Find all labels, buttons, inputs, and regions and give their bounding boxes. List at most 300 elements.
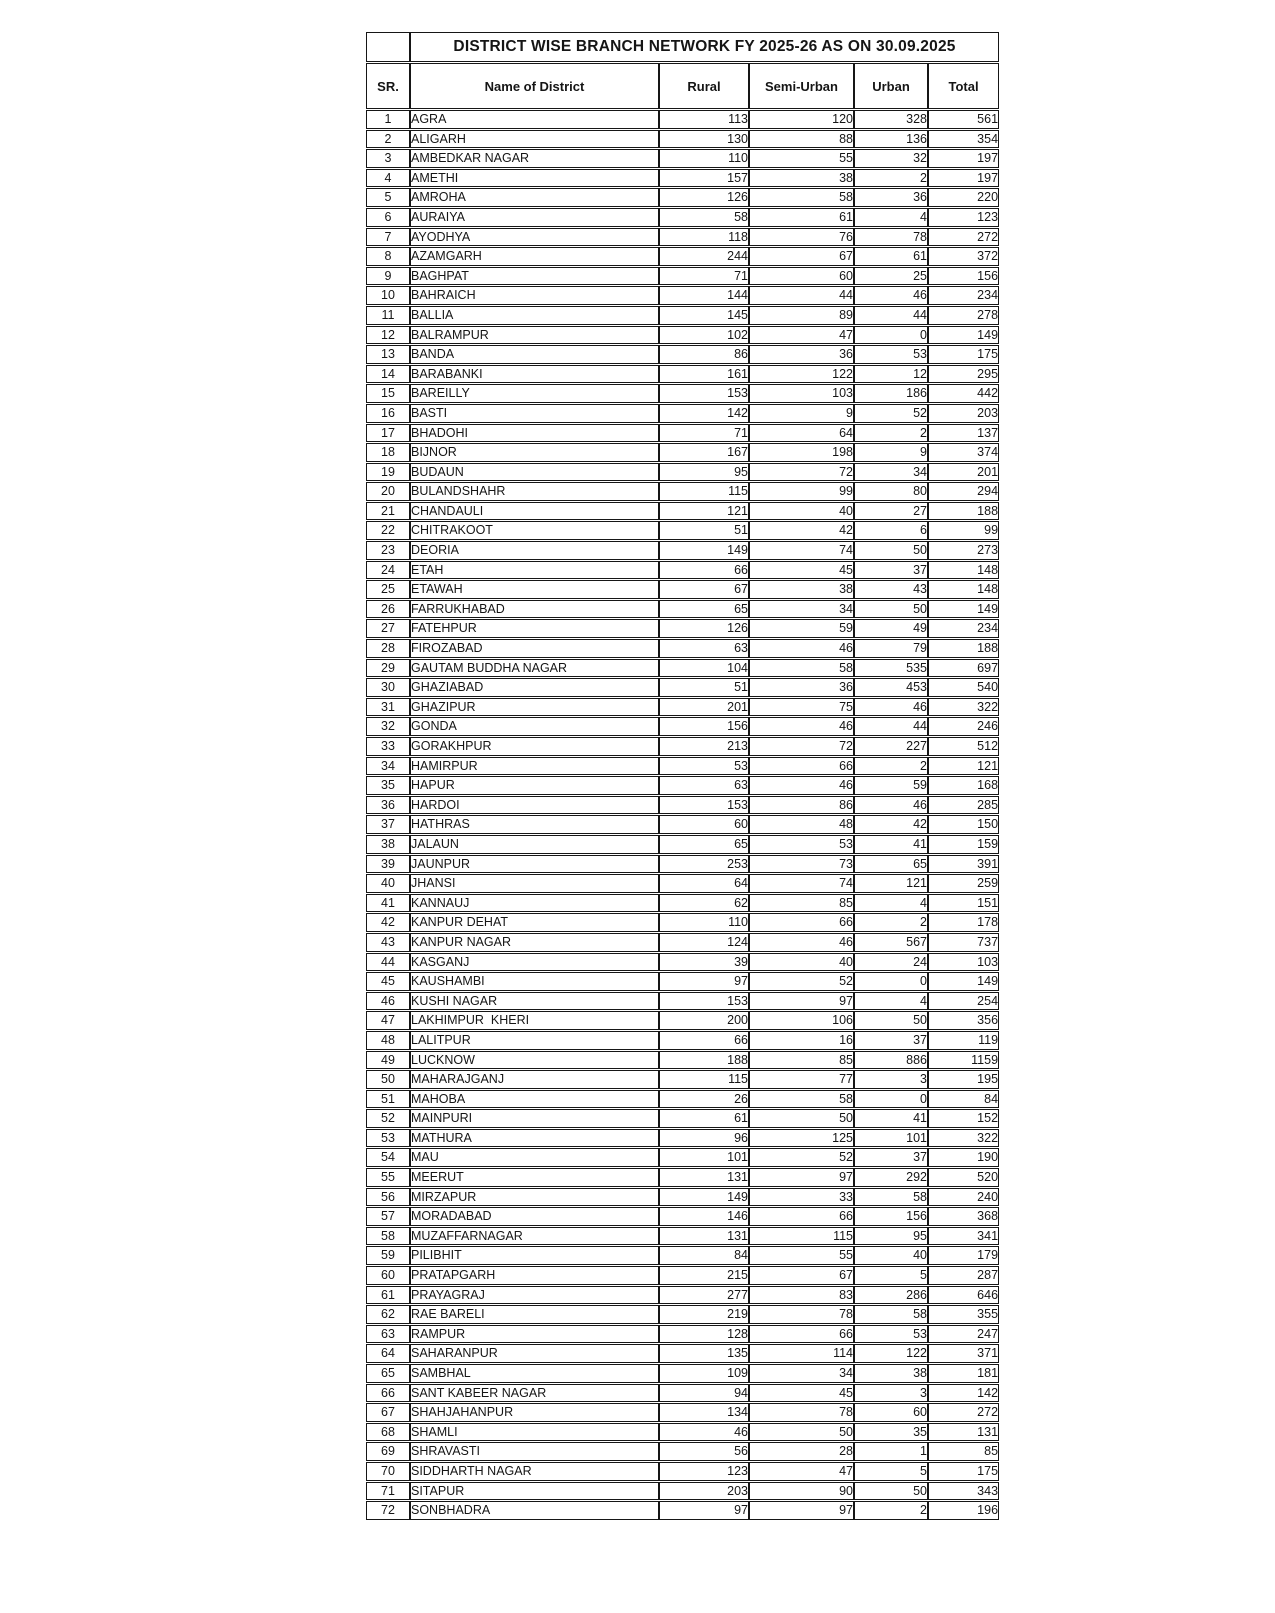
cell-rural: 145 — [659, 306, 749, 325]
table-row — [366, 326, 999, 345]
cell-urban: 53 — [854, 345, 928, 364]
cell-sr: 14 — [366, 365, 410, 384]
cell-urban: 27 — [854, 502, 928, 521]
cell-semi-urban: 34 — [749, 600, 854, 619]
cell-rural: 101 — [659, 1148, 749, 1167]
table-row — [366, 541, 999, 560]
table-row — [366, 1148, 999, 1167]
cell-district-name: BUDAUN — [410, 463, 659, 482]
cell-urban: 50 — [854, 541, 928, 560]
district-branch-table-container — [366, 31, 999, 1521]
header-row — [366, 63, 999, 109]
cell-sr: 36 — [366, 796, 410, 815]
cell-total: 188 — [928, 639, 999, 658]
cell-semi-urban: 50 — [749, 1423, 854, 1442]
cell-total: 179 — [928, 1246, 999, 1265]
cell-sr: 2 — [366, 130, 410, 149]
table-row — [366, 835, 999, 854]
cell-urban: 95 — [854, 1227, 928, 1246]
cell-district-name: AMBEDKAR NAGAR — [410, 149, 659, 168]
cell-rural: 201 — [659, 698, 749, 717]
table-row — [366, 717, 999, 736]
cell-district-name: KUSHI NAGAR — [410, 992, 659, 1011]
table-row — [366, 267, 999, 286]
cell-sr: 67 — [366, 1403, 410, 1422]
cell-rural: 219 — [659, 1305, 749, 1324]
cell-rural: 104 — [659, 659, 749, 678]
table-row — [366, 149, 999, 168]
cell-urban: 5 — [854, 1462, 928, 1481]
cell-sr: 38 — [366, 835, 410, 854]
table-row — [366, 1501, 999, 1520]
cell-total: 254 — [928, 992, 999, 1011]
cell-sr: 41 — [366, 894, 410, 913]
cell-urban: 32 — [854, 149, 928, 168]
cell-district-name: MEERUT — [410, 1168, 659, 1187]
cell-semi-urban: 45 — [749, 1384, 854, 1403]
cell-urban: 5 — [854, 1266, 928, 1285]
cell-rural: 144 — [659, 286, 749, 305]
cell-semi-urban: 47 — [749, 1462, 854, 1481]
cell-urban: 9 — [854, 443, 928, 462]
cell-rural: 128 — [659, 1325, 749, 1344]
cell-rural: 142 — [659, 404, 749, 423]
cell-urban: 65 — [854, 855, 928, 874]
cell-urban: 50 — [854, 1482, 928, 1501]
cell-total: 737 — [928, 933, 999, 952]
cell-total: 322 — [928, 698, 999, 717]
cell-total: 287 — [928, 1266, 999, 1285]
cell-rural: 71 — [659, 424, 749, 443]
cell-district-name: MIRZAPUR — [410, 1188, 659, 1207]
cell-semi-urban: 40 — [749, 953, 854, 972]
cell-rural: 215 — [659, 1266, 749, 1285]
cell-sr: 7 — [366, 228, 410, 247]
cell-rural: 95 — [659, 463, 749, 482]
cell-rural: 64 — [659, 874, 749, 893]
cell-district-name: KAUSHAMBI — [410, 972, 659, 991]
cell-sr: 69 — [366, 1442, 410, 1461]
cell-total: 561 — [928, 110, 999, 129]
cell-sr: 72 — [366, 1501, 410, 1520]
cell-semi-urban: 89 — [749, 306, 854, 325]
cell-urban: 36 — [854, 188, 928, 207]
cell-semi-urban: 47 — [749, 326, 854, 345]
table-row — [366, 169, 999, 188]
cell-rural: 153 — [659, 992, 749, 1011]
table-row — [366, 1051, 999, 1070]
cell-sr: 64 — [366, 1344, 410, 1363]
cell-sr: 44 — [366, 953, 410, 972]
cell-total: 272 — [928, 1403, 999, 1422]
cell-urban: 886 — [854, 1051, 928, 1070]
cell-total: 372 — [928, 247, 999, 266]
table-row — [366, 600, 999, 619]
cell-sr: 48 — [366, 1031, 410, 1050]
cell-sr: 10 — [366, 286, 410, 305]
cell-sr: 32 — [366, 717, 410, 736]
cell-district-name: AURAIYA — [410, 208, 659, 227]
cell-total: 150 — [928, 815, 999, 834]
cell-urban: 292 — [854, 1168, 928, 1187]
cell-total: 371 — [928, 1344, 999, 1363]
cell-sr: 53 — [366, 1129, 410, 1148]
cell-semi-urban: 72 — [749, 463, 854, 482]
cell-sr: 58 — [366, 1227, 410, 1246]
cell-urban: 2 — [854, 913, 928, 932]
table-row — [366, 796, 999, 815]
cell-total: 197 — [928, 149, 999, 168]
column-header-urban: Urban — [854, 63, 928, 109]
cell-total: 285 — [928, 796, 999, 815]
cell-total: 234 — [928, 619, 999, 638]
cell-total: 220 — [928, 188, 999, 207]
cell-district-name: GORAKHPUR — [410, 737, 659, 756]
cell-rural: 200 — [659, 1011, 749, 1030]
cell-urban: 44 — [854, 306, 928, 325]
table-row — [366, 1227, 999, 1246]
cell-total: 156 — [928, 267, 999, 286]
cell-semi-urban: 36 — [749, 345, 854, 364]
cell-rural: 153 — [659, 796, 749, 815]
cell-rural: 65 — [659, 600, 749, 619]
cell-urban: 4 — [854, 992, 928, 1011]
cell-sr: 8 — [366, 247, 410, 266]
table-row — [366, 1423, 999, 1442]
cell-rural: 115 — [659, 1070, 749, 1089]
cell-total: 273 — [928, 541, 999, 560]
cell-sr: 20 — [366, 482, 410, 501]
cell-district-name: AMROHA — [410, 188, 659, 207]
table-row — [366, 502, 999, 521]
table-row — [366, 619, 999, 638]
cell-urban: 59 — [854, 776, 928, 795]
cell-district-name: BAGHPAT — [410, 267, 659, 286]
cell-district-name: FIROZABAD — [410, 639, 659, 658]
table-row — [366, 1011, 999, 1030]
table-row — [366, 1266, 999, 1285]
cell-sr: 1 — [366, 110, 410, 129]
cell-sr: 65 — [366, 1364, 410, 1383]
cell-semi-urban: 97 — [749, 1501, 854, 1520]
cell-sr: 70 — [366, 1462, 410, 1481]
cell-rural: 51 — [659, 521, 749, 540]
cell-total: 259 — [928, 874, 999, 893]
cell-sr: 66 — [366, 1384, 410, 1403]
cell-rural: 149 — [659, 1188, 749, 1207]
cell-semi-urban: 90 — [749, 1482, 854, 1501]
cell-total: 520 — [928, 1168, 999, 1187]
cell-total: 190 — [928, 1148, 999, 1167]
cell-semi-urban: 48 — [749, 815, 854, 834]
cell-semi-urban: 67 — [749, 247, 854, 266]
cell-sr: 9 — [366, 267, 410, 286]
cell-district-name: ALIGARH — [410, 130, 659, 149]
cell-semi-urban: 59 — [749, 619, 854, 638]
cell-rural: 149 — [659, 541, 749, 560]
district-branch-table — [366, 31, 999, 1521]
cell-total: 188 — [928, 502, 999, 521]
cell-semi-urban: 78 — [749, 1403, 854, 1422]
cell-sr: 37 — [366, 815, 410, 834]
cell-total: 142 — [928, 1384, 999, 1403]
cell-sr: 40 — [366, 874, 410, 893]
cell-district-name: KANPUR NAGAR — [410, 933, 659, 952]
cell-rural: 110 — [659, 913, 749, 932]
cell-total: 137 — [928, 424, 999, 443]
column-header-sr: SR. — [366, 63, 410, 109]
cell-semi-urban: 97 — [749, 1168, 854, 1187]
cell-total: 294 — [928, 482, 999, 501]
cell-total: 295 — [928, 365, 999, 384]
cell-rural: 113 — [659, 110, 749, 129]
table-row — [366, 1129, 999, 1148]
cell-urban: 78 — [854, 228, 928, 247]
cell-total: 123 — [928, 208, 999, 227]
cell-total: 149 — [928, 326, 999, 345]
cell-district-name: MUZAFFARNAGAR — [410, 1227, 659, 1246]
table-row — [366, 404, 999, 423]
table-row — [366, 482, 999, 501]
cell-semi-urban: 50 — [749, 1109, 854, 1128]
cell-semi-urban: 55 — [749, 149, 854, 168]
cell-sr: 45 — [366, 972, 410, 991]
cell-district-name: SAHARANPUR — [410, 1344, 659, 1363]
cell-total: 272 — [928, 228, 999, 247]
cell-semi-urban: 42 — [749, 521, 854, 540]
cell-total: 343 — [928, 1482, 999, 1501]
cell-rural: 118 — [659, 228, 749, 247]
cell-urban: 1 — [854, 1442, 928, 1461]
cell-rural: 244 — [659, 247, 749, 266]
cell-urban: 35 — [854, 1423, 928, 1442]
cell-urban: 453 — [854, 678, 928, 697]
cell-district-name: FATEHPUR — [410, 619, 659, 638]
corner-cell — [366, 32, 410, 62]
cell-rural: 102 — [659, 326, 749, 345]
cell-urban: 37 — [854, 561, 928, 580]
cell-district-name: SHAMLI — [410, 1423, 659, 1442]
cell-urban: 52 — [854, 404, 928, 423]
cell-sr: 56 — [366, 1188, 410, 1207]
cell-sr: 47 — [366, 1011, 410, 1030]
cell-total: 197 — [928, 169, 999, 188]
cell-urban: 60 — [854, 1403, 928, 1422]
cell-sr: 24 — [366, 561, 410, 580]
cell-sr: 50 — [366, 1070, 410, 1089]
cell-sr: 42 — [366, 913, 410, 932]
cell-sr: 22 — [366, 521, 410, 540]
table-row — [366, 1188, 999, 1207]
cell-sr: 43 — [366, 933, 410, 952]
cell-rural: 66 — [659, 561, 749, 580]
cell-semi-urban: 66 — [749, 913, 854, 932]
cell-sr: 63 — [366, 1325, 410, 1344]
cell-sr: 4 — [366, 169, 410, 188]
table-row — [366, 1482, 999, 1501]
cell-total: 175 — [928, 1462, 999, 1481]
table-row — [366, 776, 999, 795]
column-header-semi-urban: Semi-Urban — [749, 63, 854, 109]
cell-sr: 52 — [366, 1109, 410, 1128]
cell-rural: 66 — [659, 1031, 749, 1050]
cell-rural: 65 — [659, 835, 749, 854]
cell-district-name: RAE BARELI — [410, 1305, 659, 1324]
cell-semi-urban: 38 — [749, 169, 854, 188]
cell-semi-urban: 125 — [749, 1129, 854, 1148]
cell-district-name: AGRA — [410, 110, 659, 129]
cell-total: 151 — [928, 894, 999, 913]
cell-urban: 2 — [854, 424, 928, 443]
cell-district-name: ETAWAH — [410, 580, 659, 599]
cell-urban: 156 — [854, 1207, 928, 1226]
cell-urban: 34 — [854, 463, 928, 482]
table-row — [366, 424, 999, 443]
cell-rural: 63 — [659, 639, 749, 658]
cell-semi-urban: 85 — [749, 894, 854, 913]
cell-total: 234 — [928, 286, 999, 305]
cell-sr: 68 — [366, 1423, 410, 1442]
cell-district-name: CHITRAKOOT — [410, 521, 659, 540]
cell-district-name: BIJNOR — [410, 443, 659, 462]
cell-rural: 97 — [659, 972, 749, 991]
cell-rural: 97 — [659, 1501, 749, 1520]
cell-urban: 46 — [854, 796, 928, 815]
table-row — [366, 1286, 999, 1305]
cell-rural: 121 — [659, 502, 749, 521]
cell-sr: 30 — [366, 678, 410, 697]
cell-total: 355 — [928, 1305, 999, 1324]
cell-urban: 101 — [854, 1129, 928, 1148]
cell-urban: 0 — [854, 1090, 928, 1109]
cell-total: 322 — [928, 1129, 999, 1148]
table-row — [366, 992, 999, 1011]
table-row — [366, 208, 999, 227]
cell-semi-urban: 36 — [749, 678, 854, 697]
cell-sr: 61 — [366, 1286, 410, 1305]
table-row — [366, 1305, 999, 1324]
cell-total: 119 — [928, 1031, 999, 1050]
cell-semi-urban: 99 — [749, 482, 854, 501]
title-row — [366, 32, 999, 62]
cell-urban: 24 — [854, 953, 928, 972]
cell-semi-urban: 97 — [749, 992, 854, 1011]
cell-rural: 131 — [659, 1168, 749, 1187]
cell-semi-urban: 46 — [749, 717, 854, 736]
cell-rural: 51 — [659, 678, 749, 697]
cell-semi-urban: 9 — [749, 404, 854, 423]
cell-semi-urban: 66 — [749, 1207, 854, 1226]
table-row — [366, 247, 999, 266]
cell-semi-urban: 55 — [749, 1246, 854, 1265]
cell-rural: 96 — [659, 1129, 749, 1148]
cell-sr: 59 — [366, 1246, 410, 1265]
cell-sr: 27 — [366, 619, 410, 638]
cell-urban: 46 — [854, 286, 928, 305]
cell-rural: 135 — [659, 1344, 749, 1363]
cell-rural: 253 — [659, 855, 749, 874]
table-row — [366, 228, 999, 247]
table-row — [366, 894, 999, 913]
cell-urban: 42 — [854, 815, 928, 834]
table-row — [366, 1344, 999, 1363]
cell-rural: 109 — [659, 1364, 749, 1383]
cell-urban: 6 — [854, 521, 928, 540]
table-row — [366, 130, 999, 149]
cell-sr: 28 — [366, 639, 410, 658]
cell-rural: 157 — [659, 169, 749, 188]
cell-sr: 12 — [366, 326, 410, 345]
cell-total: 168 — [928, 776, 999, 795]
table-row — [366, 737, 999, 756]
cell-rural: 156 — [659, 717, 749, 736]
cell-rural: 94 — [659, 1384, 749, 1403]
cell-urban: 2 — [854, 757, 928, 776]
cell-urban: 49 — [854, 619, 928, 638]
cell-sr: 60 — [366, 1266, 410, 1285]
table-row — [366, 561, 999, 580]
cell-semi-urban: 73 — [749, 855, 854, 874]
cell-district-name: BULANDSHAHR — [410, 482, 659, 501]
cell-district-name: DEORIA — [410, 541, 659, 560]
cell-sr: 34 — [366, 757, 410, 776]
cell-semi-urban: 88 — [749, 130, 854, 149]
cell-semi-urban: 58 — [749, 188, 854, 207]
cell-semi-urban: 46 — [749, 639, 854, 658]
cell-urban: 535 — [854, 659, 928, 678]
cell-district-name: KANNAUJ — [410, 894, 659, 913]
table-row — [366, 1364, 999, 1383]
cell-district-name: SHRAVASTI — [410, 1442, 659, 1461]
cell-rural: 61 — [659, 1109, 749, 1128]
cell-rural: 39 — [659, 953, 749, 972]
cell-urban: 53 — [854, 1325, 928, 1344]
cell-urban: 40 — [854, 1246, 928, 1265]
cell-total: 354 — [928, 130, 999, 149]
cell-semi-urban: 83 — [749, 1286, 854, 1305]
table-row — [366, 345, 999, 364]
cell-semi-urban: 61 — [749, 208, 854, 227]
cell-district-name: FARRUKHABAD — [410, 600, 659, 619]
cell-district-name: BAREILLY — [410, 384, 659, 403]
cell-total: 201 — [928, 463, 999, 482]
cell-urban: 79 — [854, 639, 928, 658]
cell-district-name: SHAHJAHANPUR — [410, 1403, 659, 1422]
cell-total: 196 — [928, 1501, 999, 1520]
cell-urban: 286 — [854, 1286, 928, 1305]
table-row — [366, 463, 999, 482]
table-row — [366, 521, 999, 540]
cell-total: 121 — [928, 757, 999, 776]
cell-sr: 31 — [366, 698, 410, 717]
cell-urban: 25 — [854, 267, 928, 286]
cell-sr: 17 — [366, 424, 410, 443]
cell-district-name: SIDDHARTH NAGAR — [410, 1462, 659, 1481]
cell-semi-urban: 46 — [749, 776, 854, 795]
table-row — [366, 855, 999, 874]
table-row — [366, 384, 999, 403]
cell-sr: 62 — [366, 1305, 410, 1324]
cell-sr: 16 — [366, 404, 410, 423]
cell-urban: 61 — [854, 247, 928, 266]
cell-total: 159 — [928, 835, 999, 854]
table-title: DISTRICT WISE BRANCH NETWORK FY 2025-26 AS ON 30.09.2025 — [410, 32, 999, 62]
cell-semi-urban: 52 — [749, 1148, 854, 1167]
cell-sr: 29 — [366, 659, 410, 678]
cell-semi-urban: 34 — [749, 1364, 854, 1383]
cell-district-name: ETAH — [410, 561, 659, 580]
table-row — [366, 698, 999, 717]
